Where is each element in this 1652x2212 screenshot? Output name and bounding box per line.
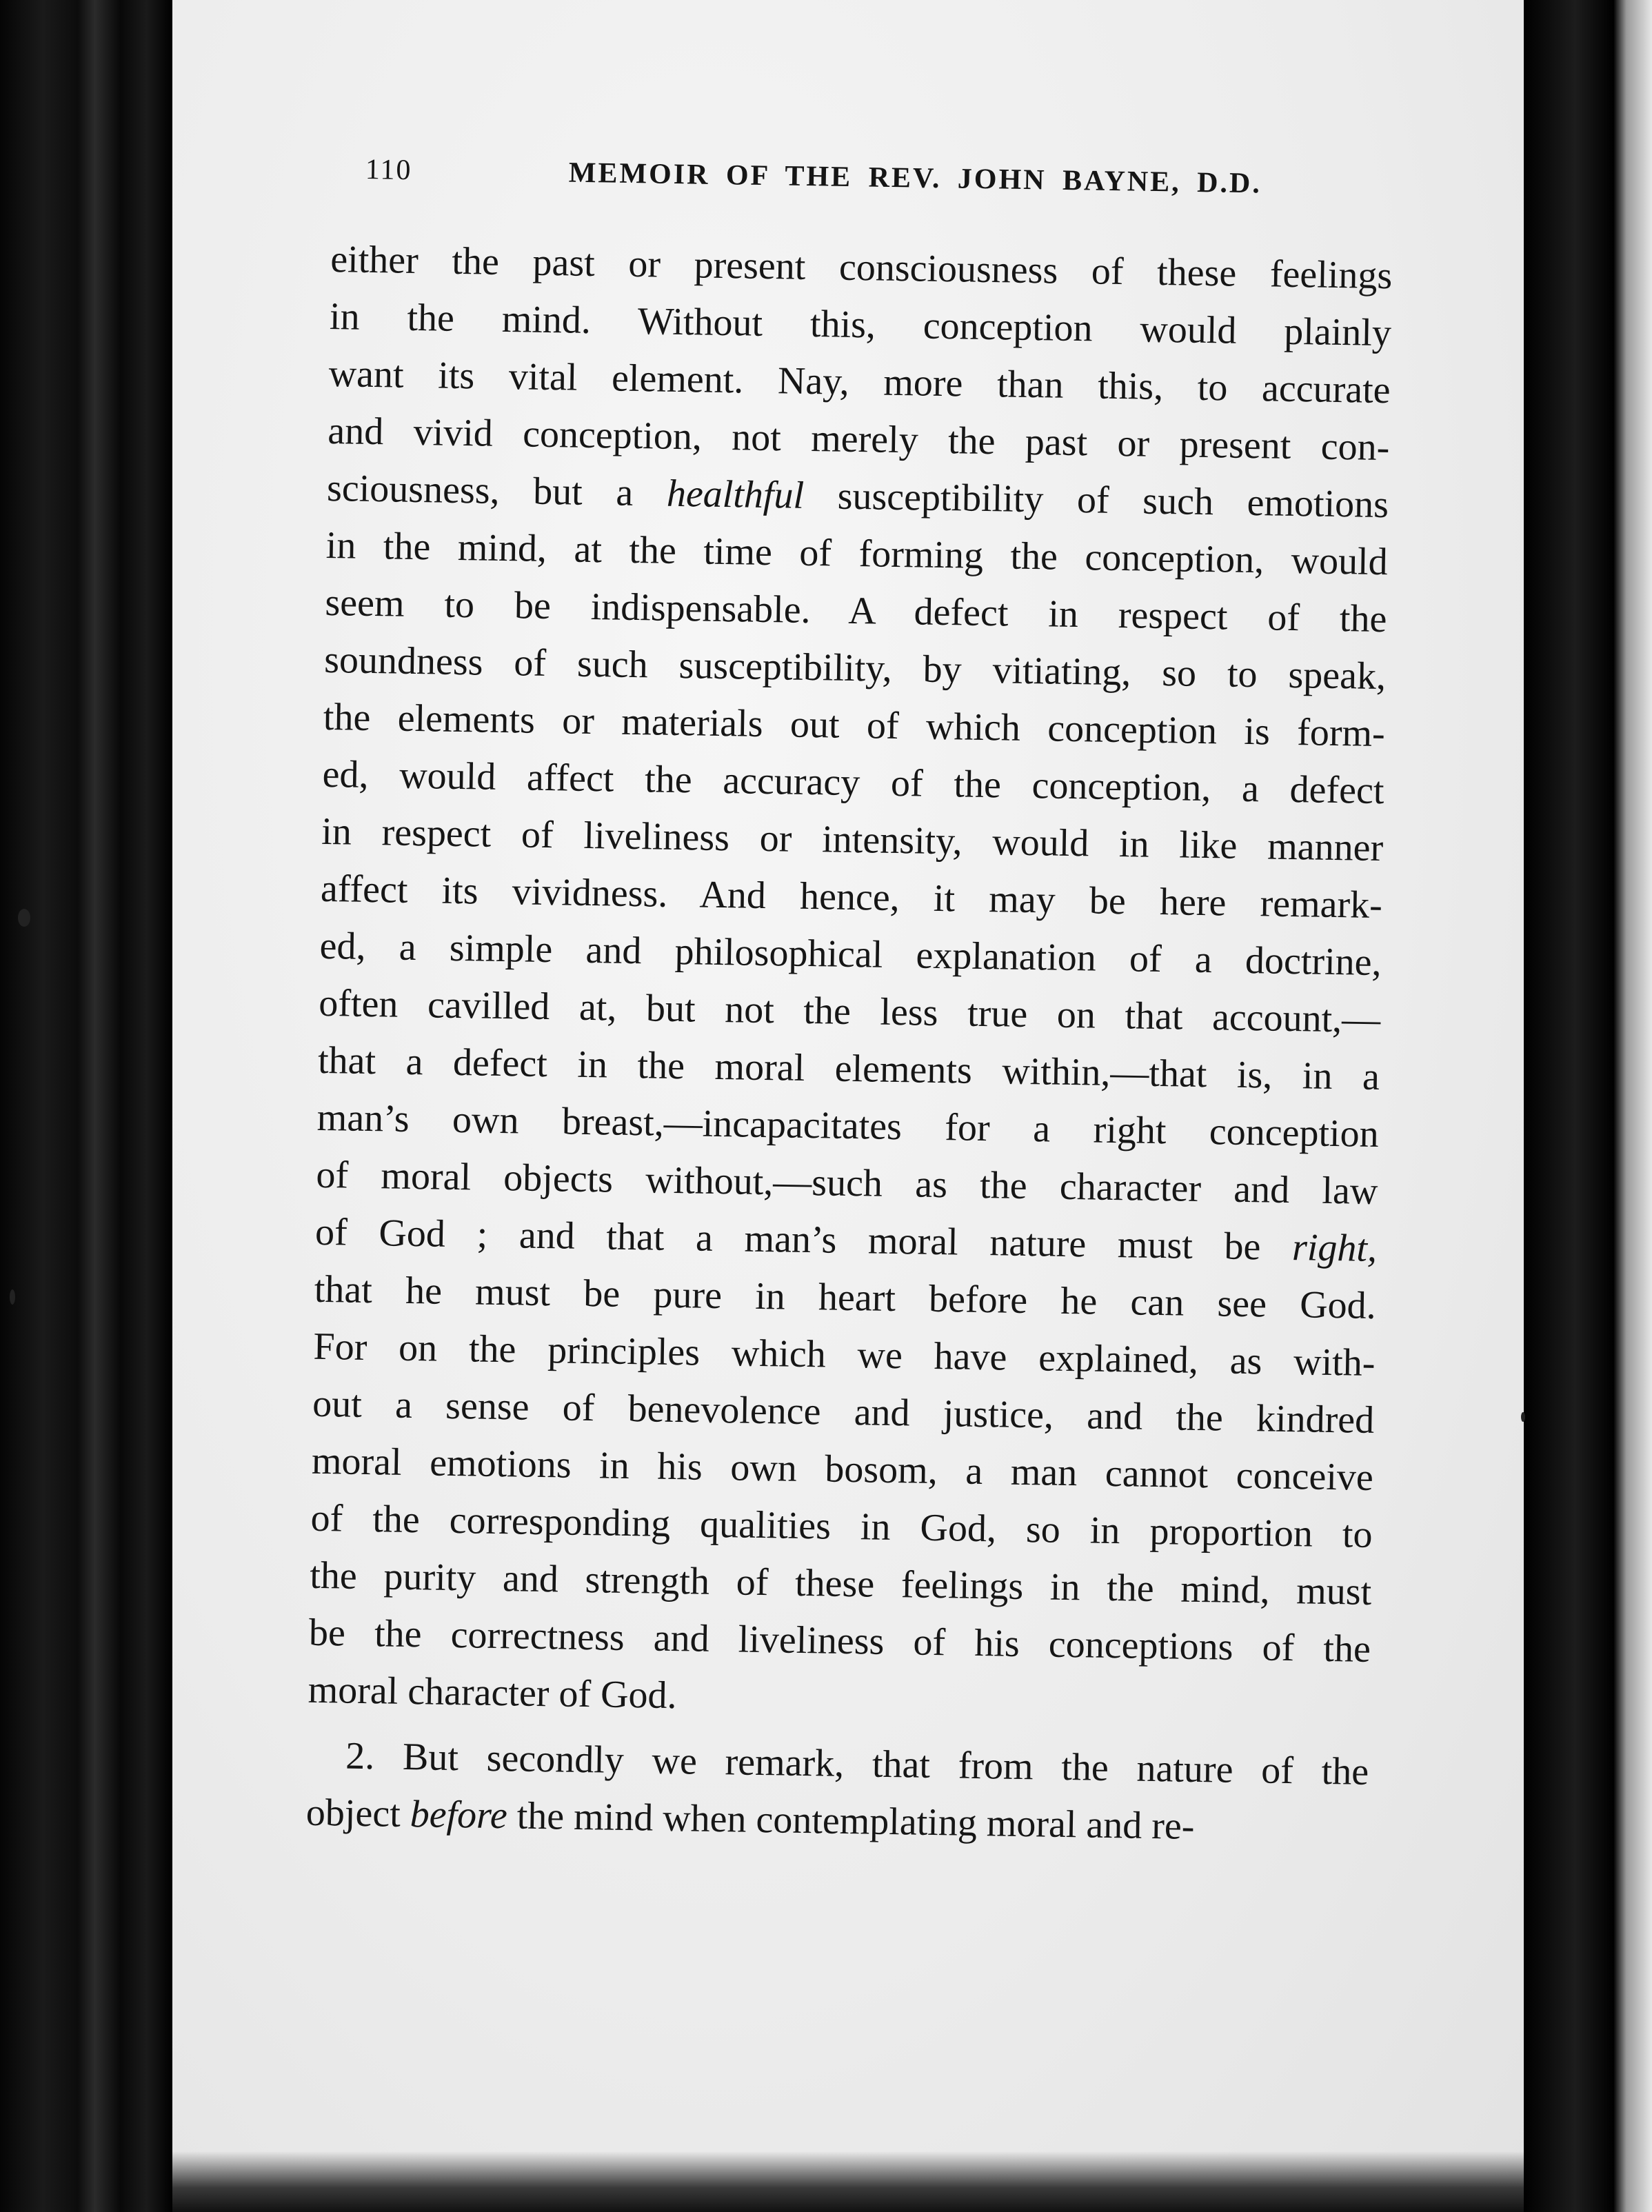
text-line: in the mind, at the time of forming the conception, would [325,523,1389,584]
paragraph [308,231,1393,1736]
text-line: object before the mind when contemplating moral and re- [305,1791,1195,1848]
italic-word: healthful [666,472,805,517]
text-line: either the past or present consciousness of these feelings [330,237,1393,298]
text-line: moral character of God. [308,1668,678,1718]
text-line: sciousness, but a healthful susceptibility of such emotions [326,466,1389,527]
text-line: For on the principles which we have explained, as with- [313,1325,1376,1385]
italic-word: before [410,1793,508,1838]
margin-speck [10,1289,15,1305]
text-line: out a sense of benevolence and justice, and the kindred [312,1382,1375,1442]
italic-word: right, [1291,1226,1378,1271]
text-line: the purity and strength of these feelings in the mind, must [309,1554,1372,1613]
text-line: ed, a simple and philosophical explanation of a doctrine, [319,924,1382,985]
body-text [305,231,1393,1858]
text-line: often cavilled at, but not the less true on that account,— [318,981,1381,1042]
text-line: that a defect in the moral elements within,—that is, in a [317,1038,1380,1099]
margin-speck [1521,1412,1525,1422]
text-line: of God ; and that a man’s moral nature must be right, [314,1210,1378,1271]
running-head-title: MEMOIR OF THE REV. JOHN BAYNE, D.D. [568,157,1262,200]
page-number: 110 [365,154,412,187]
book-spine-edge [0,0,172,2212]
text-line: in the mind. Without this, conception would plainly [329,294,1392,355]
text-line: affect its vividness. And hence, it may be here remark- [320,867,1383,927]
text-line: be the correctness and liveliness of his conceptions of the [308,1611,1371,1671]
margin-speck [18,909,30,927]
facing-page-edge [1524,0,1652,2212]
text-line: of the corresponding qualities in God, so in proportion to [310,1496,1373,1556]
text-line: 2. But secondly we remark, that from the nature of the [345,1734,1369,1793]
text-line: want its vital element. Nay, more than this, to accurate [328,352,1391,412]
text-line: the elements or materials out of which conception is form- [323,695,1386,756]
text-line: in respect of liveliness or intensity, would in like manner [321,810,1384,870]
text-line: and vivid conception, not merely the past or present con- [327,409,1390,470]
text-line: seem to be indispensable. A defect in respect of the [325,581,1387,641]
text-line: moral emotions in his own bosom, a man cannot conceive [311,1439,1374,1499]
text-line: soundness of such susceptibility, by vitiating, so to speak, [323,638,1387,698]
paragraph [305,1727,1369,1858]
text-line: of moral objects without,—such as the character and law [316,1153,1378,1214]
text-line: ed, would affect the accuracy of the conception, a defect [322,752,1384,813]
page-bottom-shadow [172,2151,1524,2212]
text-line: that he must be pure in heart before he can see God. [314,1267,1377,1327]
text-line: man’s own breast,—incapacitates for a right conception [316,1096,1380,1156]
